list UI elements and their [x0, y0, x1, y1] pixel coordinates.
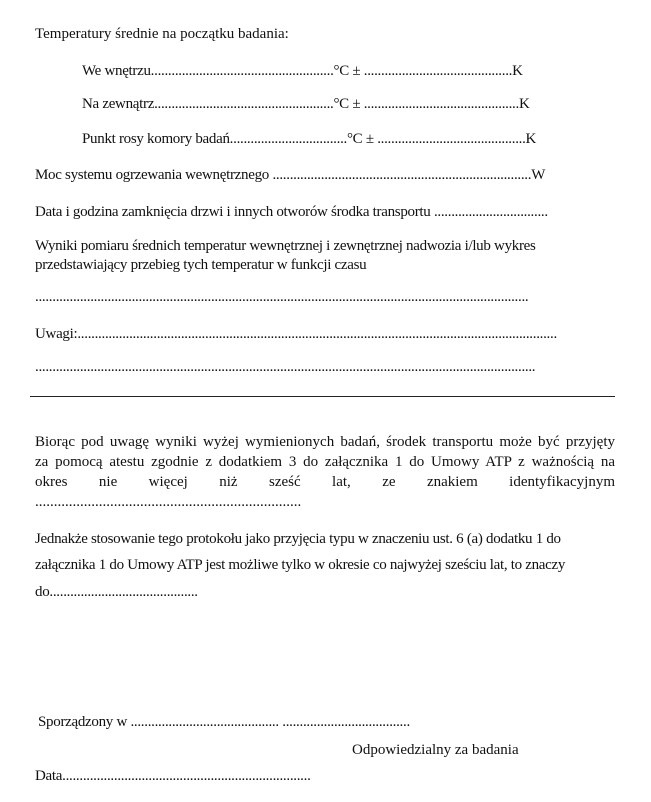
conclusion-paragraph	[35, 432, 615, 512]
results-dots: ...............................................................................................................................................	[35, 289, 529, 305]
conclusion-line-2: za pomocą atestu zgodnie z dodatkiem 3 do załącznika 1 do Umowy ATP z ważnością na	[35, 454, 615, 470]
conclusion-line-1: Biorąc pod uwagę wyniki wyżej wymienionych badań, środek transportu może być przyjęty	[35, 434, 615, 450]
dew-point-field: Punkt rosy komory badań..................................°C ± ...........................................K	[82, 131, 537, 147]
validity-date-field: do...........................................	[35, 584, 198, 600]
responsible-label: Odpowiedzialny za badania	[352, 742, 519, 758]
identification-mark-field: .......................................................................	[35, 494, 302, 510]
results-line-2: przedstawiający przebieg tych temperatur w funkcji czasu	[35, 257, 367, 273]
conclusion-line-3: okres nie więcej niż sześć lat, ze znakiem identyfikacyjnym	[35, 474, 615, 490]
results-line-1: Wyniki pomiaru średnich temperatur wewnętrznej i zewnętrznej nadwozia i/lub wykres	[35, 238, 536, 254]
date-field: Data........................................................................	[35, 768, 311, 784]
remarks-dots: .................................................................................................................................................	[35, 359, 536, 375]
prepared-in-field: Sporządzony w ........................................... .....................................	[38, 714, 410, 730]
inside-temperature-field: We wnętrzu.....................................................°C ± ...........................................K	[82, 63, 523, 79]
limitation-line-1: Jednakże stosowanie tego protokołu jako przyjęcia typu w znaczeniu ust. 6 (a) dodatku 1 do	[35, 531, 561, 547]
section-divider	[30, 396, 615, 397]
outside-temperature-field: Na zewnątrz....................................................°C ± .............................................K	[82, 96, 530, 112]
limitation-line-2: załącznika 1 do Umowy ATP jest możliwe tylko w okresie co najwyżej sześciu lat, to znaczy	[35, 557, 566, 573]
door-closing-field: Data i godzina zamknięcia drzwi i innych otworów środka transportu .................................	[35, 204, 548, 220]
heating-power-field: Moc systemu ogrzewania wewnętrznego ...........................................................................W	[35, 167, 546, 183]
conditions-heading: Temperatury średnie na początku badania:	[35, 26, 289, 42]
remarks-field: Uwagi:...........................................................................................................................................	[35, 326, 557, 342]
